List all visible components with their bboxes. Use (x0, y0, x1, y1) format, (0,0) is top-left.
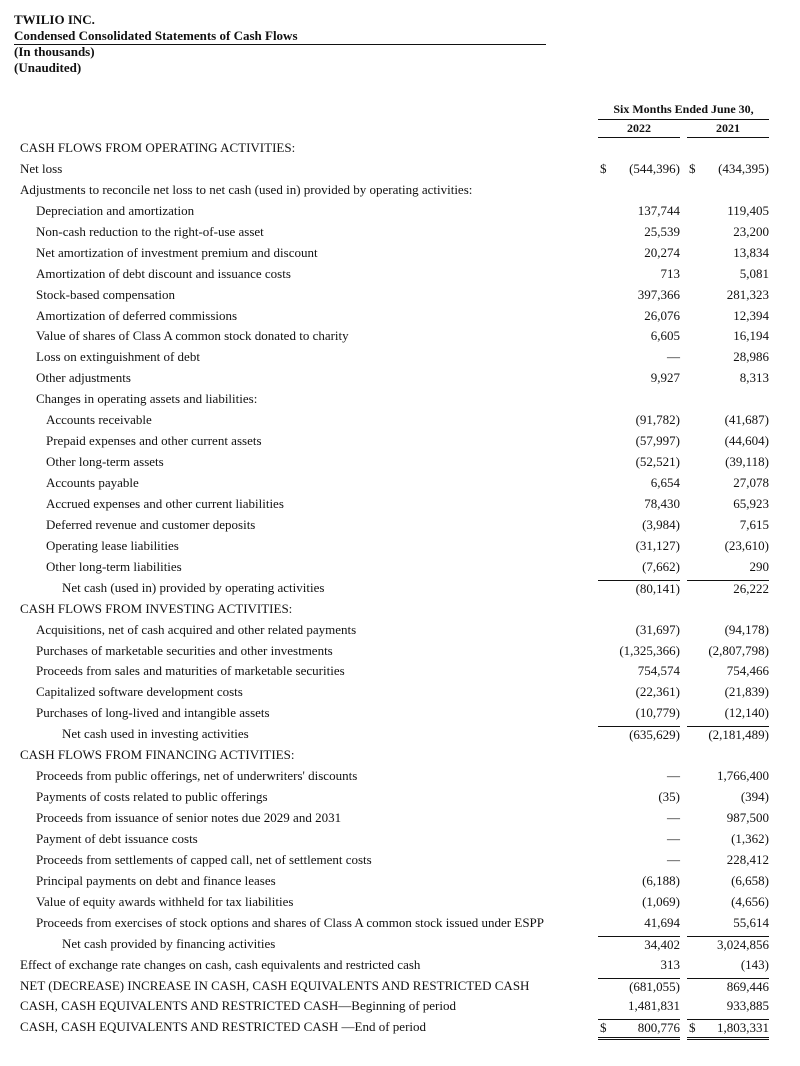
cell-number: 290 (749, 558, 769, 574)
statement-row (0, 682, 800, 703)
statement-row (0, 976, 800, 997)
cell-number: 987,500 (726, 810, 769, 825)
row-label: Other long-term assets (46, 454, 164, 470)
cell-number: — (667, 349, 680, 365)
cell-number: 26,076 (644, 307, 680, 323)
statement-row (0, 557, 800, 578)
statement-row (0, 829, 800, 850)
cell-number: (31,697) (635, 621, 680, 637)
statement-row (0, 201, 800, 222)
value-2021 (687, 161, 769, 178)
row-label: CASH, CASH EQUIVALENTS AND RESTRICTED CASH—Beginning of period (20, 998, 456, 1014)
cell-number: (3,984) (642, 516, 680, 532)
cell-number: 78,430 (644, 495, 680, 511)
cell-number: — (667, 768, 680, 784)
value-2021 (687, 831, 769, 848)
cell-number: (22,361) (635, 684, 680, 700)
statement-row (0, 494, 800, 515)
cell-number: 119,405 (727, 202, 769, 218)
cell-number: (31,127) (635, 537, 680, 553)
row-label: Stock-based compensation (36, 286, 175, 302)
value-2022 (598, 433, 680, 450)
value-2021 (687, 894, 769, 911)
cell-number: 869,446 (726, 978, 769, 994)
audit-status: (Unaudited) (14, 60, 82, 75)
row-label: CASH FLOWS FROM INVESTING ACTIVITIES: (20, 600, 293, 616)
statement-row (0, 222, 800, 243)
row-label: Non-cash reduction to the right-of-use asset (36, 223, 264, 239)
statement-row (0, 452, 800, 473)
value-2022 (598, 643, 680, 660)
value-2022 (598, 287, 680, 304)
value-2022 (598, 391, 680, 408)
value-2022 (598, 517, 680, 534)
row-label: Purchases of marketable securities and other investments (36, 642, 333, 658)
cell-number: (44,604) (724, 433, 769, 449)
value-2021 (687, 978, 769, 996)
value-2021 (687, 182, 769, 199)
statement-row (0, 285, 800, 306)
row-label: Adjustments to reconcile net loss to net cash (used in) provided by operating activities: (20, 181, 473, 197)
cell-number: (6,658) (731, 872, 769, 888)
year-header-2021: 2021 (687, 121, 769, 138)
cell-number: (94,178) (724, 621, 769, 637)
row-label: Principal payments on debt and finance leases (36, 872, 276, 888)
cell-number: (434,395) (718, 160, 769, 176)
statement-row (0, 243, 800, 264)
cell-number: (57,997) (635, 433, 680, 449)
value-2021 (687, 266, 769, 283)
value-2022 (598, 140, 680, 157)
value-2021 (687, 203, 769, 220)
value-2021 (687, 517, 769, 534)
row-label: Loss on extinguishment of debt (36, 349, 200, 365)
statement-row (0, 431, 800, 452)
value-2022 (598, 349, 680, 366)
row-label: Net cash (used in) provided by operating activities (62, 579, 325, 595)
value-2021 (687, 370, 769, 387)
value-2021 (687, 957, 769, 974)
cell-number: 1,481,831 (628, 998, 680, 1014)
cash-flow-table (0, 138, 800, 1038)
cell-number: 5,081 (739, 265, 769, 281)
statement-title: Condensed Consolidated Statements of Cash Flows (14, 28, 546, 45)
cell-number: 6,654 (650, 475, 680, 490)
value-2022 (598, 622, 680, 639)
statement-row (0, 1017, 800, 1038)
row-label: CASH FLOWS FROM OPERATING ACTIVITIES: (20, 140, 296, 155)
statement-row (0, 536, 800, 557)
cell-number: (41,687) (724, 412, 769, 428)
value-2021 (687, 224, 769, 241)
value-2021 (687, 245, 769, 262)
row-label: Other long-term liabilities (46, 558, 182, 574)
value-2021 (687, 705, 769, 722)
row-label: Net cash used in investing activities (62, 726, 249, 742)
row-label: Amortization of debt discount and issuance costs (36, 265, 291, 281)
statement-row (0, 326, 800, 347)
value-2021 (687, 601, 769, 618)
value-2021 (687, 998, 769, 1015)
cell-number: (1,325,366) (619, 642, 680, 658)
row-label: Value of equity awards withheld for tax liabilities (36, 893, 294, 909)
value-2022 (598, 161, 680, 178)
value-2022 (598, 852, 680, 869)
statement-row (0, 934, 800, 955)
value-2021 (687, 328, 769, 345)
row-label: Deferred revenue and customer deposits (46, 516, 256, 532)
cell-number: (1,069) (642, 893, 680, 909)
value-2022 (598, 266, 680, 283)
statement-row (0, 306, 800, 327)
value-2021 (687, 936, 769, 954)
value-2022 (598, 789, 680, 806)
value-2022 (598, 684, 680, 701)
value-2022 (598, 705, 680, 722)
cell-number: (52,521) (635, 454, 680, 470)
value-2022 (598, 768, 680, 785)
row-label: Amortization of deferred commissions (36, 307, 238, 323)
cell-number: 9,927 (650, 370, 680, 386)
value-2022 (598, 538, 680, 555)
value-2021 (687, 810, 769, 827)
row-label: NET (DECREASE) INCREASE IN CASH, CASH EQUIVALENTS AND RESTRICTED CASH (20, 977, 530, 993)
statement-row (0, 787, 800, 808)
cell-number: 1,766,400 (717, 768, 769, 784)
cell-number: (35) (658, 789, 680, 805)
value-2022 (598, 224, 680, 241)
statement-row (0, 347, 800, 368)
cell-number: 8,313 (739, 370, 769, 386)
period-header: Six Months Ended June 30, (598, 102, 769, 120)
value-2021 (687, 287, 769, 304)
cell-number: 16,194 (733, 328, 769, 344)
cell-number: (7,662) (642, 558, 680, 574)
cell-number: 281,323 (726, 286, 769, 302)
statement-row (0, 138, 800, 159)
cell-number: 6,605 (650, 328, 680, 344)
cell-number: (2,807,798) (708, 642, 769, 658)
value-2022 (598, 873, 680, 890)
row-label: Net loss (20, 160, 63, 176)
cell-number: (2,181,489) (708, 727, 769, 743)
value-2021 (687, 622, 769, 639)
value-2022 (598, 328, 680, 345)
statement-row (0, 661, 800, 682)
row-label: Accounts receivable (46, 412, 152, 428)
cell-number: 20,274 (644, 244, 680, 260)
cell-number: (91,782) (635, 412, 680, 428)
value-2021 (687, 349, 769, 366)
value-2021 (687, 1019, 769, 1040)
statement-row (0, 620, 800, 641)
cell-number: (4,656) (731, 893, 769, 909)
statement-row (0, 724, 800, 745)
currency-symbol: $ (600, 160, 607, 176)
value-2021 (687, 391, 769, 408)
currency-symbol: $ (600, 1020, 607, 1036)
value-2022 (598, 1019, 680, 1040)
cell-number: 34,402 (644, 936, 680, 952)
cell-number: (544,396) (629, 160, 680, 176)
company-name: TWILIO INC. (14, 12, 95, 27)
value-2021 (687, 684, 769, 701)
row-label: Changes in operating assets and liabilities: (36, 391, 258, 407)
cell-number: — (667, 830, 680, 846)
cell-number: 41,694 (644, 914, 680, 930)
value-2021 (687, 433, 769, 450)
value-2021 (687, 140, 769, 157)
value-2021 (687, 789, 769, 806)
value-2021 (687, 643, 769, 660)
cell-number: 800,776 (637, 1020, 680, 1036)
cell-number: 12,394 (733, 307, 769, 323)
currency-symbol: $ (689, 1020, 696, 1036)
value-2022 (598, 747, 680, 764)
cell-number: — (667, 810, 680, 825)
row-label: Acquisitions, net of cash acquired and other related payments (36, 621, 357, 637)
row-label: Prepaid expenses and other current assets (46, 433, 262, 449)
cell-number: 3,024,856 (717, 936, 769, 952)
row-label: Proceeds from exercises of stock options and shares of Class A common stock issued under ESPP (36, 914, 545, 930)
row-label: Operating lease liabilities (46, 537, 179, 553)
statement-row (0, 641, 800, 662)
value-2022 (598, 978, 680, 996)
statement-row (0, 850, 800, 871)
value-2022 (598, 915, 680, 932)
value-2021 (687, 768, 769, 785)
statement-row (0, 389, 800, 410)
statement-row (0, 264, 800, 285)
row-label: Net cash provided by financing activities (62, 935, 276, 951)
statement-row (0, 955, 800, 976)
value-2022 (598, 998, 680, 1015)
statement-row (0, 368, 800, 389)
cell-number: (1,362) (731, 830, 769, 846)
value-2022 (598, 810, 680, 827)
cell-number: 55,614 (733, 914, 769, 930)
statement-row (0, 599, 800, 620)
row-label: Other adjustments (36, 370, 131, 386)
row-label: Proceeds from issuance of senior notes due 2029 and 2031 (36, 810, 342, 825)
value-2021 (687, 852, 769, 869)
value-2021 (687, 580, 769, 598)
cell-number: 1,803,331 (717, 1020, 769, 1036)
value-2021 (687, 475, 769, 492)
value-2022 (598, 370, 680, 387)
value-2021 (687, 873, 769, 890)
cell-number: — (667, 851, 680, 867)
statement-row (0, 703, 800, 724)
value-2022 (598, 203, 680, 220)
value-2022 (598, 894, 680, 911)
cell-number: (394) (740, 789, 769, 805)
value-2022 (598, 726, 680, 744)
cell-number: 933,885 (726, 998, 769, 1014)
row-label: Depreciation and amortization (36, 202, 195, 218)
cell-number: (21,839) (724, 684, 769, 700)
value-2021 (687, 496, 769, 513)
row-label: Value of shares of Class A common stock donated to charity (36, 328, 349, 344)
row-label: Accounts payable (46, 475, 139, 490)
value-2022 (598, 496, 680, 513)
statement-row (0, 892, 800, 913)
value-2022 (598, 182, 680, 199)
value-2022 (598, 308, 680, 325)
statement-row (0, 745, 800, 766)
statement-row (0, 159, 800, 180)
cell-number: (6,188) (642, 872, 680, 888)
value-2022 (598, 957, 680, 974)
value-2022 (598, 559, 680, 576)
year-header-2022: 2022 (598, 121, 680, 138)
cell-number: 26,222 (733, 580, 769, 596)
value-2022 (598, 936, 680, 954)
value-2021 (687, 454, 769, 471)
statement-row (0, 410, 800, 431)
value-2021 (687, 308, 769, 325)
cell-number: 25,539 (644, 223, 680, 239)
value-2022 (598, 454, 680, 471)
statement-row (0, 808, 800, 829)
cell-number: (143) (740, 956, 769, 972)
cell-number: (635,629) (629, 727, 680, 743)
value-2021 (687, 663, 769, 680)
cell-number: 7,615 (739, 516, 769, 532)
value-2022 (598, 475, 680, 492)
cell-number: 13,834 (733, 244, 769, 260)
cell-number: 27,078 (733, 475, 769, 490)
value-2022 (598, 601, 680, 618)
cell-number: (39,118) (725, 454, 769, 470)
value-2022 (598, 580, 680, 598)
value-2021 (687, 726, 769, 744)
row-label: Accrued expenses and other current liabilities (46, 495, 284, 511)
statement-row (0, 515, 800, 536)
units-note: (In thousands) (14, 44, 95, 59)
cell-number: 397,366 (637, 286, 680, 302)
value-2021 (687, 915, 769, 932)
value-2022 (598, 663, 680, 680)
statement-row (0, 180, 800, 201)
statement-row (0, 473, 800, 494)
row-label: Proceeds from settlements of capped call, net of settlement costs (36, 851, 372, 867)
value-2021 (687, 412, 769, 429)
cell-number: 313 (660, 956, 680, 972)
cell-number: (10,779) (635, 705, 680, 721)
cell-number: 754,466 (726, 663, 769, 679)
row-label: Capitalized software development costs (36, 684, 243, 700)
cell-number: 228,412 (726, 851, 769, 867)
row-label: Proceeds from sales and maturities of marketable securities (36, 663, 345, 679)
value-2022 (598, 831, 680, 848)
statement-row (0, 766, 800, 787)
statement-row (0, 996, 800, 1017)
cell-number: (681,055) (629, 978, 680, 994)
row-label: CASH FLOWS FROM FINANCING ACTIVITIES: (20, 747, 295, 763)
statement-row (0, 871, 800, 892)
cell-number: 137,744 (637, 202, 680, 218)
cell-number: 28,986 (733, 349, 769, 365)
cell-number: 754,574 (637, 663, 680, 679)
statement-row (0, 578, 800, 599)
cell-number: 713 (660, 265, 680, 281)
value-2021 (687, 538, 769, 555)
statement-row (0, 913, 800, 934)
cell-number: (12,140) (724, 705, 769, 721)
value-2022 (598, 412, 680, 429)
row-label: Effect of exchange rate changes on cash, cash equivalents and restricted cash (20, 956, 421, 972)
row-label: Proceeds from public offerings, net of underwriters' discounts (36, 768, 358, 784)
value-2021 (687, 747, 769, 764)
cell-number: (23,610) (724, 537, 769, 553)
row-label: Payment of debt issuance costs (36, 830, 198, 846)
currency-symbol: $ (689, 160, 696, 176)
value-2021 (687, 559, 769, 576)
value-2022 (598, 245, 680, 262)
row-label: CASH, CASH EQUIVALENTS AND RESTRICTED CASH —End of period (20, 1019, 427, 1035)
cell-number: (80,141) (635, 580, 680, 596)
row-label: Purchases of long-lived and intangible assets (36, 705, 270, 721)
row-label: Net amortization of investment premium and discount (36, 244, 318, 260)
row-label: Payments of costs related to public offerings (36, 789, 268, 805)
cell-number: 65,923 (733, 495, 769, 511)
cell-number: 23,200 (733, 223, 769, 239)
